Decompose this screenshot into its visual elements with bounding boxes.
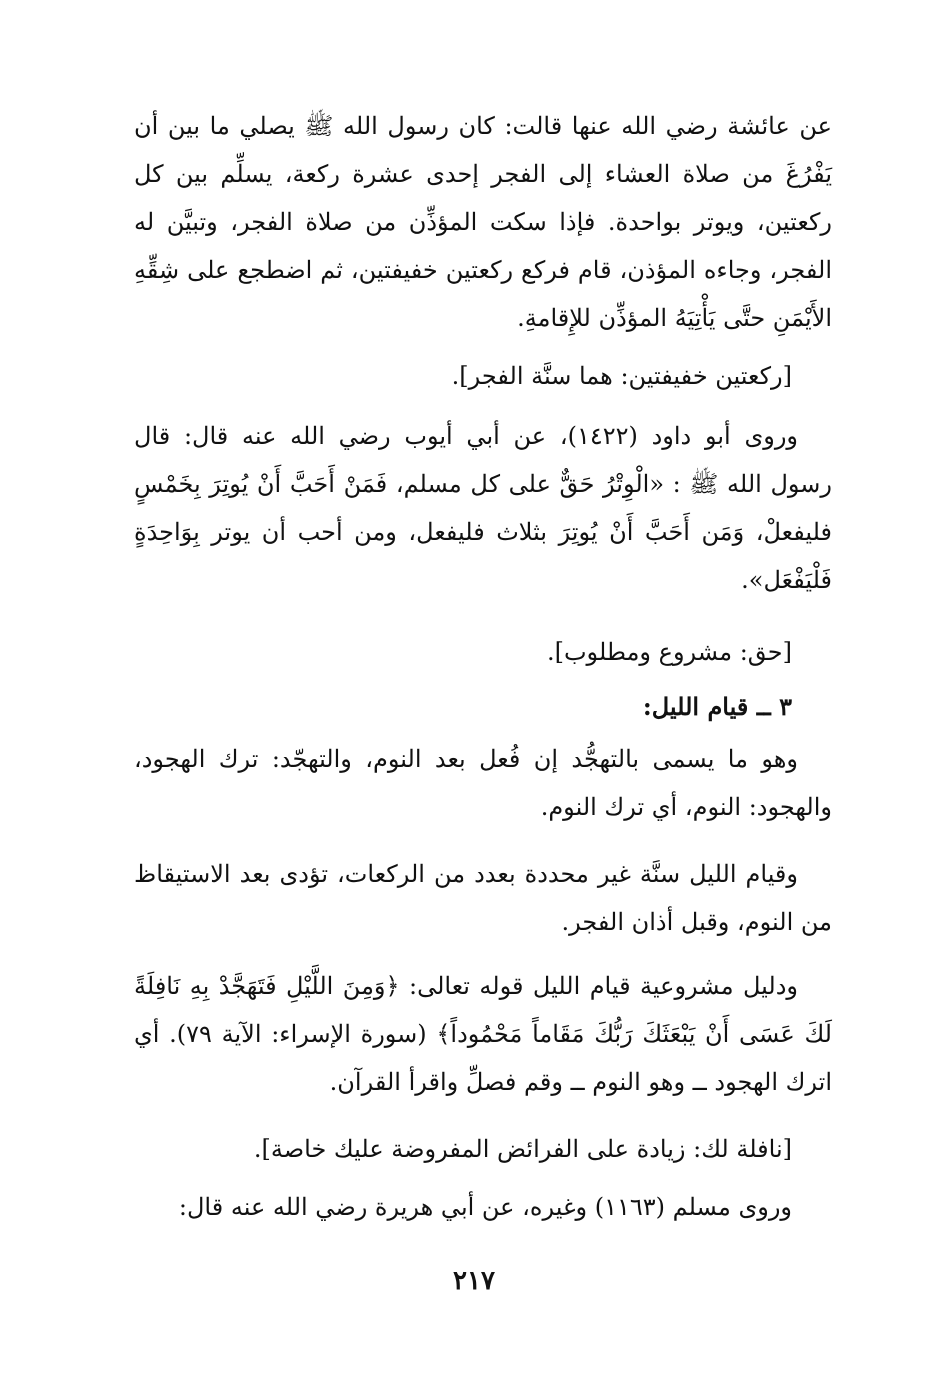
paragraph-note-nafilah: [نافلة لك: زيادة على الفرائض المفروضة عليك خاصة]. xyxy=(253,1135,792,1163)
paragraph-tahajjud-definition: وهو ما يسمى بالتهجُّد إن فُعل بعد النوم، والتهجّد: ترك الهجود، والهجود: النوم، أي ترك النوم. xyxy=(134,745,832,821)
paragraph-aisha-hadith: عن عائشة رضي الله عنها قالت: كان رسول الله ﷺ يصلي ما بين أن يَفْرُغَ من صلاة العشاء إلى الفجر إحدى عشرة ركعة، يسلِّم بين كل ركعتين، ويوتر بواحدة. فإذا سكت المؤذِّن من صلاة الفجر، وتبيَّن له الفجر، وجاءه المؤذن، قام فركع ركعتين خفيفتين، ثم اضطجع على شِقِّهِ الأَيْمَنِ حتَّى يَأْتِيَهُ المؤذِّن للإِقامةِ. xyxy=(134,112,832,332)
paragraph-muslim-hadith-intro: وروى مسلم (١١٦٣) وغيره، عن أبي هريرة رضي الله عنه قال: xyxy=(178,1193,792,1221)
paragraph-note-fajr: [ركعتين خفيفتين: هما سنَّة الفجر]. xyxy=(451,362,792,390)
paragraph-quran-evidence: ودليل مشروعية قيام الليل قوله تعالى: ﴿وَمِنَ اللَّيْلِ فَتَهَجَّدْ بِهِ نَافِلَةً لَكَ عَسَى أَنْ يَبْعَثَكَ رَبُّكَ مَقَاماً مَحْمُوداً﴾ (سورة الإسراء: الآية ٧٩). أي اترك الهجود ــ وهو النوم ــ وقم فصلِّ واقرأ القرآن. xyxy=(134,972,832,1096)
paragraph-qiyam-sunnah: وقيام الليل سنَّة غير محددة بعدد من الركعات، تؤدى بعد الاستيقاظ من النوم، وقبل أذان الفجر. xyxy=(134,860,832,936)
section-heading-qiyam-al-layl: ٣ ــ قيام الليل: xyxy=(642,692,792,721)
paragraph-abu-dawud-hadith: وروى أبو داود (١٤٢٢)، عن أبي أيوب رضي الله عنه قال: قال رسول الله ﷺ : «الْوِتْرُ حَقٌّ على كل مسلم، فَمَنْ أَحَبَّ أَنْ يُوتِرَ بِخَمْسٍ فليفعلْ، وَمَن أَحَبَّ أَنْ يُوتِرَ بثلاث فليفعل، ومن أحب أن يوتر بِوَاحِدَةٍ فَلْيَفْعَل». xyxy=(134,422,833,594)
paragraph-note-haqq: [حق: مشروع ومطلوب]. xyxy=(546,638,792,666)
page-number: ٢١٧ xyxy=(453,1266,495,1296)
